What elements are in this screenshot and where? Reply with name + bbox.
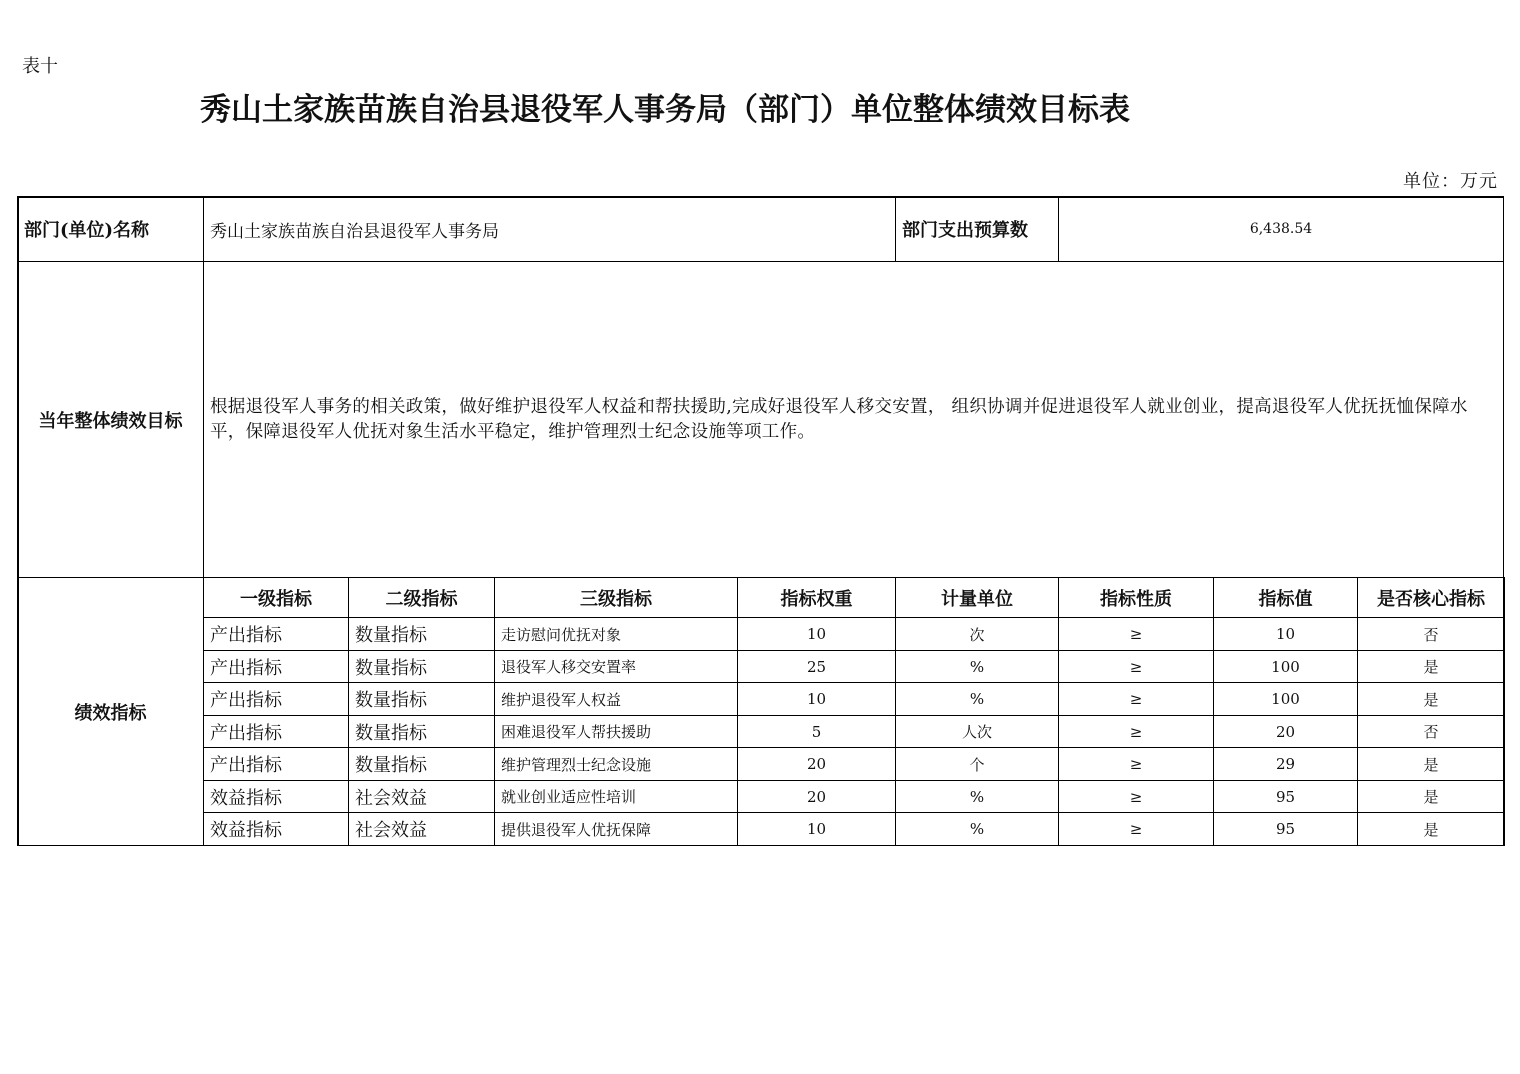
performance-table xyxy=(18,197,1504,846)
indicator-cell-nature: ≥ xyxy=(1058,650,1214,683)
indicator-cell-core: 是 xyxy=(1357,682,1505,716)
indicator-cell-level1: 产出指标 xyxy=(203,650,349,683)
indicator-cell-nature: ≥ xyxy=(1058,715,1214,748)
document-title: 秀山土家族苗族自治县退役军人事务局（部门）单位整体绩效目标表 xyxy=(200,92,1130,128)
indicator-cell-core: 是 xyxy=(1357,812,1505,846)
dept-name-label: 部门(单位)名称 xyxy=(17,196,204,262)
indicator-cell-core: 是 xyxy=(1357,747,1505,781)
indicator-cell-level1: 效益指标 xyxy=(203,812,349,846)
indicator-header-core: 是否核心指标 xyxy=(1357,577,1505,618)
dept-name-value: 秀山土家族苗族自治县退役军人事务局 xyxy=(203,196,896,262)
indicator-cell-nature: ≥ xyxy=(1058,812,1214,846)
indicator-cell-level3: 困难退役军人帮扶援助 xyxy=(494,715,738,748)
indicator-cell-core: 否 xyxy=(1357,715,1505,748)
budget-value: 6,438.54 xyxy=(1058,196,1504,262)
indicator-cell-weight: 20 xyxy=(737,780,896,813)
indicator-cell-level2: 数量指标 xyxy=(348,682,495,716)
indicator-cell-value: 10 xyxy=(1213,617,1358,651)
indicator-cell-level1: 产出指标 xyxy=(203,747,349,781)
indicator-cell-level2: 数量指标 xyxy=(348,715,495,748)
indicator-cell-core: 否 xyxy=(1357,617,1505,651)
indicator-cell-unit: 个 xyxy=(895,747,1059,781)
indicator-cell-weight: 10 xyxy=(737,682,896,716)
indicator-cell-core: 是 xyxy=(1357,780,1505,813)
indicator-cell-value: 29 xyxy=(1213,747,1358,781)
indicator-header-value: 指标值 xyxy=(1213,577,1358,618)
indicator-cell-core: 是 xyxy=(1357,650,1505,683)
indicator-cell-value: 100 xyxy=(1213,682,1358,716)
indicator-cell-value: 95 xyxy=(1213,780,1358,813)
goal-text: 根据退役军人事务的相关政策，做好维护退役军人权益和帮扶援助,完成好退役军人移交安置， 组织协调并促进退役军人就业创业，提高退役军人优抚抚恤保障水平，保障退役军人优抚对象生活水平稳定，维护管理烈士纪念设施等项工作。 xyxy=(210,396,1468,442)
goal-label: 当年整体绩效目标 xyxy=(17,261,204,578)
indicator-cell-weight: 25 xyxy=(737,650,896,683)
indicator-header-level3: 三级指标 xyxy=(494,577,738,618)
indicator-cell-unit: % xyxy=(895,780,1059,813)
indicator-cell-value: 20 xyxy=(1213,715,1358,748)
indicator-cell-level3: 提供退役军人优抚保障 xyxy=(494,812,738,846)
indicator-cell-weight: 5 xyxy=(737,715,896,748)
unit-note: 单位：万元 xyxy=(1403,171,1498,192)
indicator-cell-level2: 社会效益 xyxy=(348,780,495,813)
indicator-cell-weight: 10 xyxy=(737,812,896,846)
goal-text-cell xyxy=(203,261,1504,578)
indicator-cell-level1: 产出指标 xyxy=(203,715,349,748)
indicator-cell-unit: % xyxy=(895,682,1059,716)
indicator-cell-value: 100 xyxy=(1213,650,1358,683)
indicator-cell-level3: 退役军人移交安置率 xyxy=(494,650,738,683)
indicator-cell-nature: ≥ xyxy=(1058,780,1214,813)
indicator-cell-level3: 就业创业适应性培训 xyxy=(494,780,738,813)
indicator-cell-weight: 20 xyxy=(737,747,896,781)
indicator-cell-value: 95 xyxy=(1213,812,1358,846)
indicator-cell-unit: 次 xyxy=(895,617,1059,651)
indicator-cell-unit: 人次 xyxy=(895,715,1059,748)
indicator-cell-level1: 效益指标 xyxy=(203,780,349,813)
indicator-cell-level3: 走访慰问优抚对象 xyxy=(494,617,738,651)
indicator-header-level1: 一级指标 xyxy=(203,577,349,618)
indicator-cell-unit: % xyxy=(895,812,1059,846)
indicator-cell-nature: ≥ xyxy=(1058,617,1214,651)
indicator-cell-nature: ≥ xyxy=(1058,682,1214,716)
indicator-cell-nature: ≥ xyxy=(1058,747,1214,781)
indicator-cell-level2: 社会效益 xyxy=(348,812,495,846)
indicator-header-nature: 指标性质 xyxy=(1058,577,1214,618)
table-number: 表十 xyxy=(22,56,58,77)
indicator-cell-level3: 维护管理烈士纪念设施 xyxy=(494,747,738,781)
budget-label: 部门支出预算数 xyxy=(895,196,1059,262)
indicator-cell-level2: 数量指标 xyxy=(348,617,495,651)
indicator-header-level2: 二级指标 xyxy=(348,577,495,618)
indicator-header-unit: 计量单位 xyxy=(895,577,1059,618)
indicator-cell-level1: 产出指标 xyxy=(203,617,349,651)
indicators-label: 绩效指标 xyxy=(17,577,204,846)
indicator-cell-weight: 10 xyxy=(737,617,896,651)
indicator-cell-level1: 产出指标 xyxy=(203,682,349,716)
indicator-cell-level2: 数量指标 xyxy=(348,747,495,781)
indicator-cell-unit: % xyxy=(895,650,1059,683)
indicator-cell-level2: 数量指标 xyxy=(348,650,495,683)
indicator-header-weight: 指标权重 xyxy=(737,577,896,618)
indicator-cell-level3: 维护退役军人权益 xyxy=(494,682,738,716)
